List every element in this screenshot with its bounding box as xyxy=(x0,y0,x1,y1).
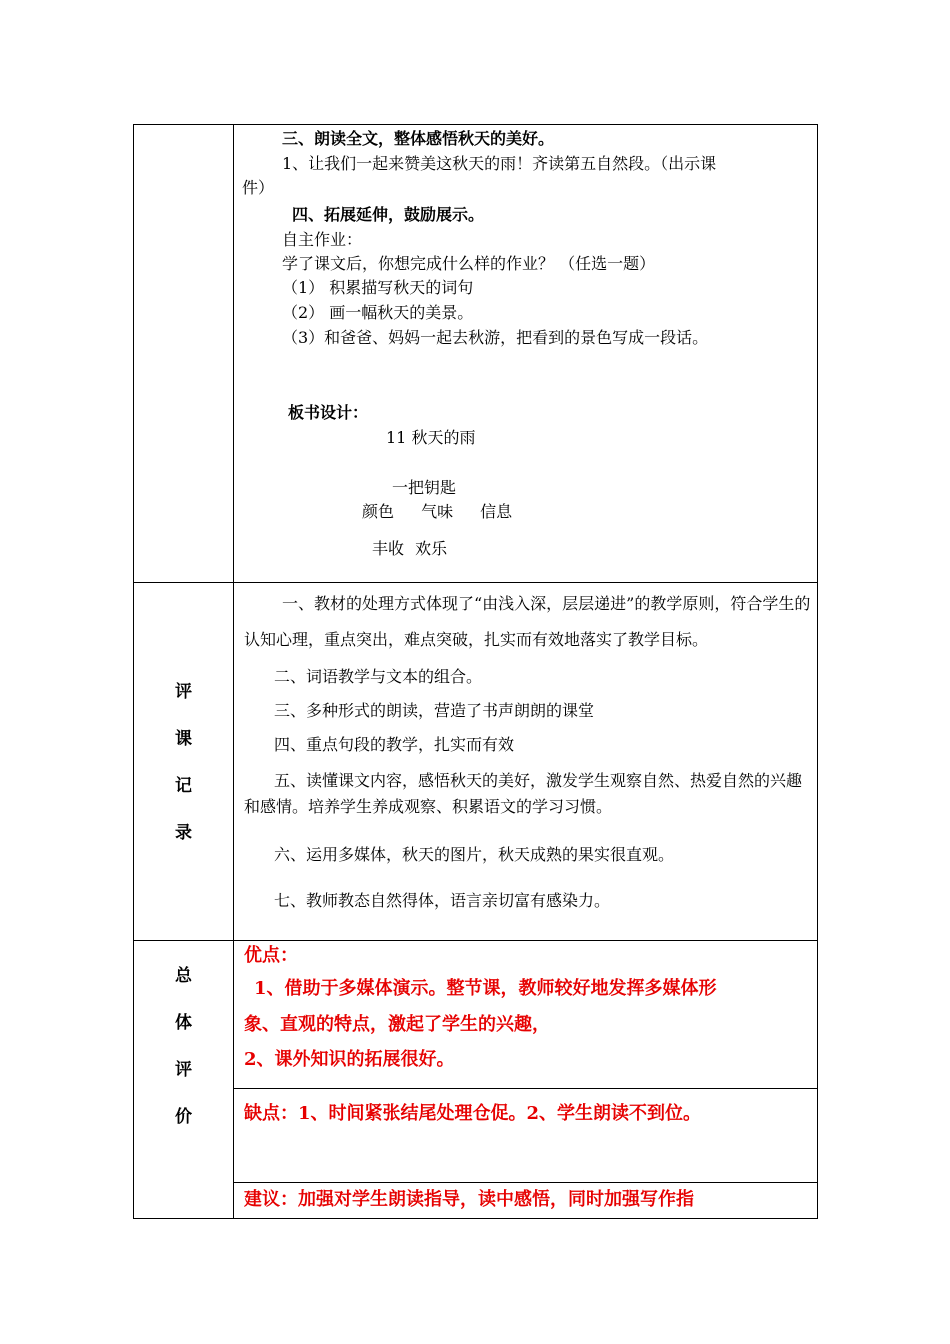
overall-label-char: 总 xyxy=(175,966,192,986)
weaknesses-row xyxy=(134,1089,818,1183)
strengths-point-1: 1、借助于多媒体演示。整节课，教师较好地发挥多媒体形 xyxy=(254,978,717,999)
lesson-label-cell xyxy=(134,125,234,583)
lesson-content-cell xyxy=(234,125,818,583)
review-label-cell xyxy=(134,583,234,941)
strengths-cell xyxy=(234,941,818,1089)
lesson-evaluation-table xyxy=(133,124,818,1219)
overall-label-char: 价 xyxy=(175,1107,192,1127)
homework-option-3: （3）和爸爸、妈妈一起去秋游，把看到的景色写成一段话。 xyxy=(282,328,709,347)
homework-question: 学了课文后，你想完成什么样的作业？ （任选一题） xyxy=(282,254,656,273)
review-record-row xyxy=(134,583,818,941)
strengths-title: 优点： xyxy=(244,945,298,966)
lesson-content-row xyxy=(134,125,818,583)
strengths-point-2: 2、课外知识的拓展很好。 xyxy=(244,1049,455,1070)
weaknesses-cell xyxy=(234,1089,818,1183)
suggestions-cell xyxy=(234,1183,818,1219)
overall-label-cell xyxy=(134,941,234,1219)
homework-label: 自主作业： xyxy=(282,230,363,249)
review-content-cell xyxy=(234,583,818,941)
strengths-point-1-cont: 象、直观的特点，激起了学生的兴趣， xyxy=(244,1014,550,1035)
suggestions-row xyxy=(134,1183,818,1219)
review-point-6: 六、运用多媒体，秋天的图片，秋天成熟的果实很直观。 xyxy=(274,845,675,864)
review-label-char: 录 xyxy=(175,823,192,843)
homework-option-1: （1） 积累描写秋天的词句 xyxy=(282,278,474,297)
review-point-3: 三、多种形式的朗读，营造了书声朗朗的课堂 xyxy=(274,701,595,720)
review-point-7: 七、教师教态自然得体，语言亲切富有感染力。 xyxy=(274,891,611,910)
suggestions-text: 建议：加强对学生朗读指导，读中感悟，同时加强写作指 xyxy=(244,1189,694,1210)
review-point-5: 五、读懂课文内容，感悟秋天的美好，激发学生观察自然、热爱自然的兴趣和感情。培养学生养成观察、积累语文的学习习惯。 xyxy=(244,771,803,816)
review-label-char: 课 xyxy=(175,729,192,749)
review-label-char: 记 xyxy=(175,776,192,796)
review-label-char: 评 xyxy=(175,682,192,702)
board-design-label: 板书设计： xyxy=(288,403,369,422)
strengths-row xyxy=(134,941,818,1089)
weaknesses-text: 缺点：1、时间紧张结尾处理仓促。2、学生朗读不到位。 xyxy=(244,1103,702,1124)
board-line-harvest: 丰收 欢乐 xyxy=(372,539,448,558)
review-point-1: 一、教材的处理方式体现了“由浅入深，层层递进”的教学原则，符合学生的认知心理，重点突出，难点突破，扎实而有效地落实了教学目标。 xyxy=(244,594,811,649)
section4-title: 四、拓展延伸，鼓励展示。 xyxy=(292,205,485,224)
board-title: 11 秋天的雨 xyxy=(386,428,476,447)
section3-line1-cont: 件） xyxy=(242,178,275,197)
review-point-2: 二、词语教学与文本的组合。 xyxy=(274,667,483,686)
review-point-4: 四、重点句段的教学，扎实而有效 xyxy=(274,735,515,754)
section3-title: 三、朗读全文，整体感悟秋天的美好。 xyxy=(282,129,555,148)
overall-label-char: 评 xyxy=(175,1060,192,1080)
overall-label-char: 体 xyxy=(175,1013,192,1033)
section3-line1: 1、让我们一起来赞美这秋天的雨！齐读第五自然段。（出示课 xyxy=(282,154,717,173)
board-line-key: 一把钥匙 xyxy=(392,478,457,497)
board-line-features: 颜色 气味 信息 xyxy=(362,502,513,521)
homework-option-2: （2） 画一幅秋天的美景。 xyxy=(282,303,474,322)
